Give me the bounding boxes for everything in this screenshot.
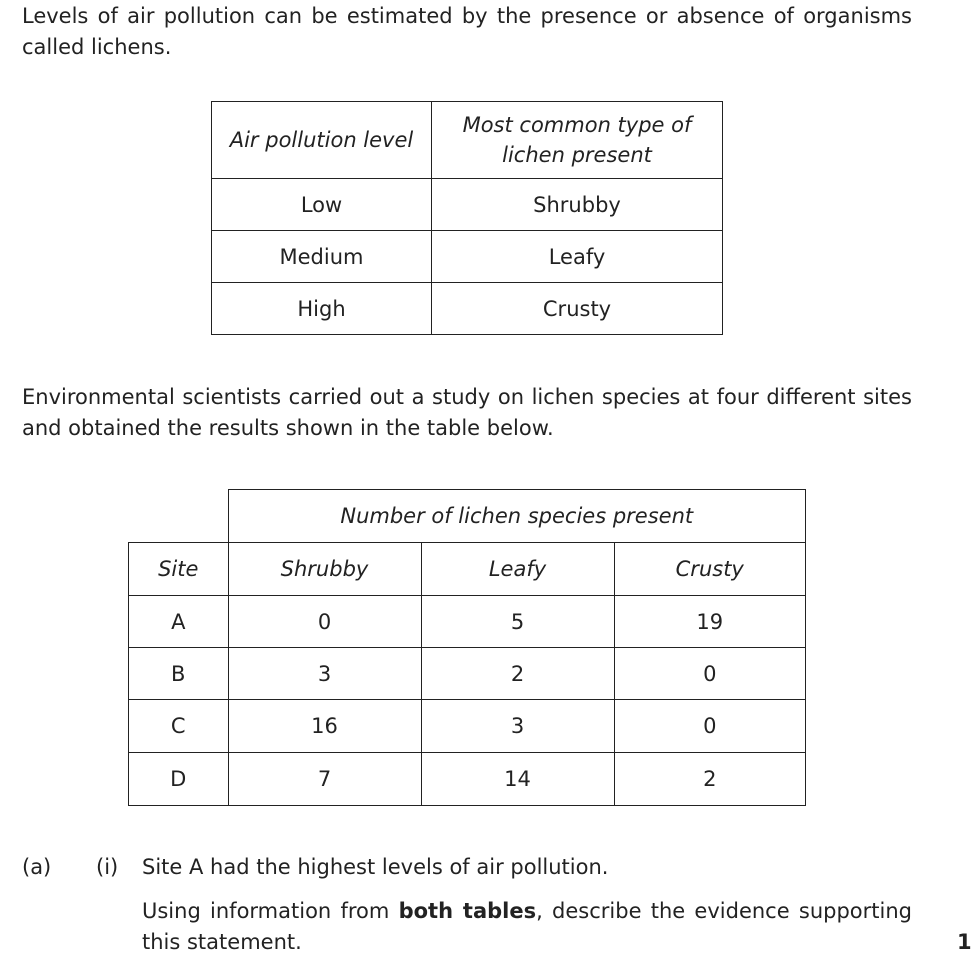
table-row	[129, 700, 806, 753]
cell: 0	[614, 648, 806, 700]
prompt-text: Using information from	[142, 899, 399, 923]
cell: 3	[228, 648, 421, 700]
prompt-bold: both tables	[398, 899, 537, 923]
header-shrubby: Shrubby	[228, 543, 421, 596]
group-header: Number of lichen species present	[228, 490, 806, 543]
question-part: (a)	[22, 855, 52, 879]
prompt-text: , describe the evidence supporting this statement.	[142, 899, 912, 954]
cell: D	[129, 753, 229, 806]
header-lichen-type: Most common type of lichen present	[432, 102, 723, 179]
cell: 16	[228, 700, 421, 753]
pollution-lichen-table	[211, 101, 723, 335]
cell: 2	[614, 753, 806, 806]
cell: 0	[614, 700, 806, 753]
cell: Shrubby	[432, 179, 723, 231]
table-row	[212, 283, 723, 335]
study-text: Environmental scientists carried out a study on lichen species at four different sites and obtained the results shown in the table below.	[22, 385, 912, 440]
cell: High	[212, 283, 432, 335]
question-subpart: (i)	[96, 855, 119, 879]
cell: Leafy	[432, 231, 723, 283]
table-row	[129, 596, 806, 648]
cell: A	[129, 596, 229, 648]
table-row	[129, 753, 806, 806]
cell: Medium	[212, 231, 432, 283]
question-prompt	[142, 896, 912, 958]
cell: Crusty	[432, 283, 723, 335]
marks: 1	[957, 930, 972, 954]
cell: Low	[212, 179, 432, 231]
table-row	[212, 231, 723, 283]
cell: B	[129, 648, 229, 700]
cell: 0	[228, 596, 421, 648]
cell: 5	[421, 596, 614, 648]
lichen-sites-table	[128, 489, 806, 806]
header-air-pollution: Air pollution level	[212, 102, 432, 179]
empty-cell	[129, 490, 229, 543]
question-statement: Site A had the highest levels of air pollution.	[142, 855, 609, 879]
table-row	[129, 648, 806, 700]
header-leafy: Leafy	[421, 543, 614, 596]
header-crusty: Crusty	[614, 543, 806, 596]
cell: 3	[421, 700, 614, 753]
cell: 14	[421, 753, 614, 806]
cell: C	[129, 700, 229, 753]
cell: 19	[614, 596, 806, 648]
table-row	[212, 179, 723, 231]
intro-text: Levels of air pollution can be estimated by the presence or absence of organisms called lichens.	[22, 4, 912, 59]
cell: 2	[421, 648, 614, 700]
cell: 7	[228, 753, 421, 806]
header-site: Site	[129, 543, 229, 596]
